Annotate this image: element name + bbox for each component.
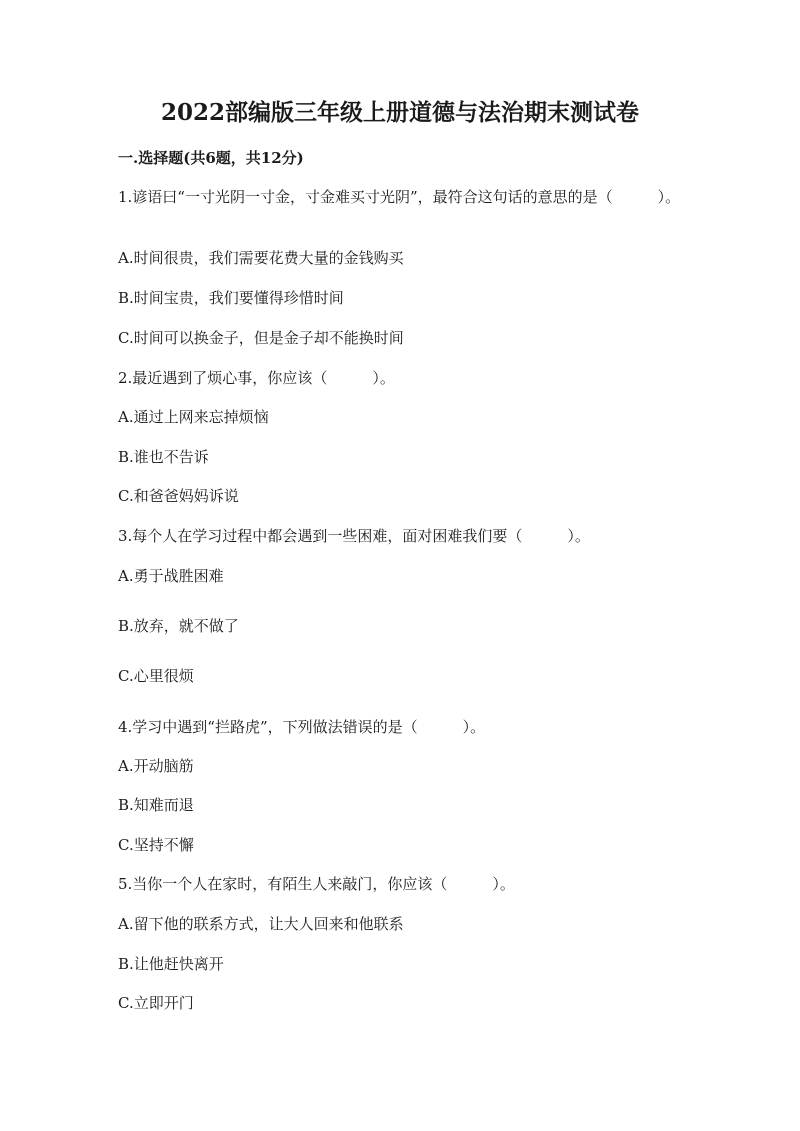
question-4-option-b: B.知难而退 bbox=[118, 796, 194, 814]
question-4-stem: 4.学习中遇到“拦路虎”，下列做法错误的是（ ）。 bbox=[118, 718, 486, 736]
question-4-option-a: A.开动脑筋 bbox=[118, 757, 194, 775]
question-2-option-a: A.通过上网来忘掉烦恼 bbox=[118, 408, 269, 426]
question-3-option-a: A.勇于战胜困难 bbox=[118, 567, 224, 585]
question-1-option-b: B.时间宝贵，我们要懂得珍惜时间 bbox=[118, 289, 344, 307]
question-4-option-c: C.坚持不懈 bbox=[118, 836, 194, 854]
question-3-stem: 3.每个人在学习过程中都会遇到一些困难，面对困难我们要（ ）。 bbox=[118, 527, 590, 545]
question-2-stem: 2.最近遇到了烦心事，你应该（ ）。 bbox=[118, 369, 395, 387]
question-2-option-c: C.和爸爸妈妈诉说 bbox=[118, 487, 239, 505]
question-3-option-b: B.放弃，就不做了 bbox=[118, 617, 239, 635]
question-1-stem: 1.谚语曰“一寸光阴一寸金，寸金难买寸光阴”，最符合这句话的意思的是（ ）。 bbox=[118, 188, 681, 206]
question-2-option-b: B.谁也不告诉 bbox=[118, 448, 209, 466]
question-5-option-b: B.让他赶快离开 bbox=[118, 955, 224, 973]
question-3-option-c: C.心里很烦 bbox=[118, 667, 194, 685]
exam-title: 2022部编版三年级上册道德与法治期末测试卷 bbox=[160, 99, 639, 126]
question-5-option-c: C.立即开门 bbox=[118, 994, 194, 1012]
question-1-option-a: A.时间很贵，我们需要花费大量的金钱购买 bbox=[118, 249, 404, 267]
question-1-option-c: C.时间可以换金子，但是金子却不能换时间 bbox=[118, 329, 404, 347]
question-5-option-a: A.留下他的联系方式，让大人回来和他联系 bbox=[118, 915, 404, 933]
section-heading: 一.选择题(共6题，共12分) bbox=[118, 149, 304, 167]
question-5-stem: 5.当你一个人在家时，有陌生人来敲门，你应该（ ）。 bbox=[118, 875, 515, 893]
